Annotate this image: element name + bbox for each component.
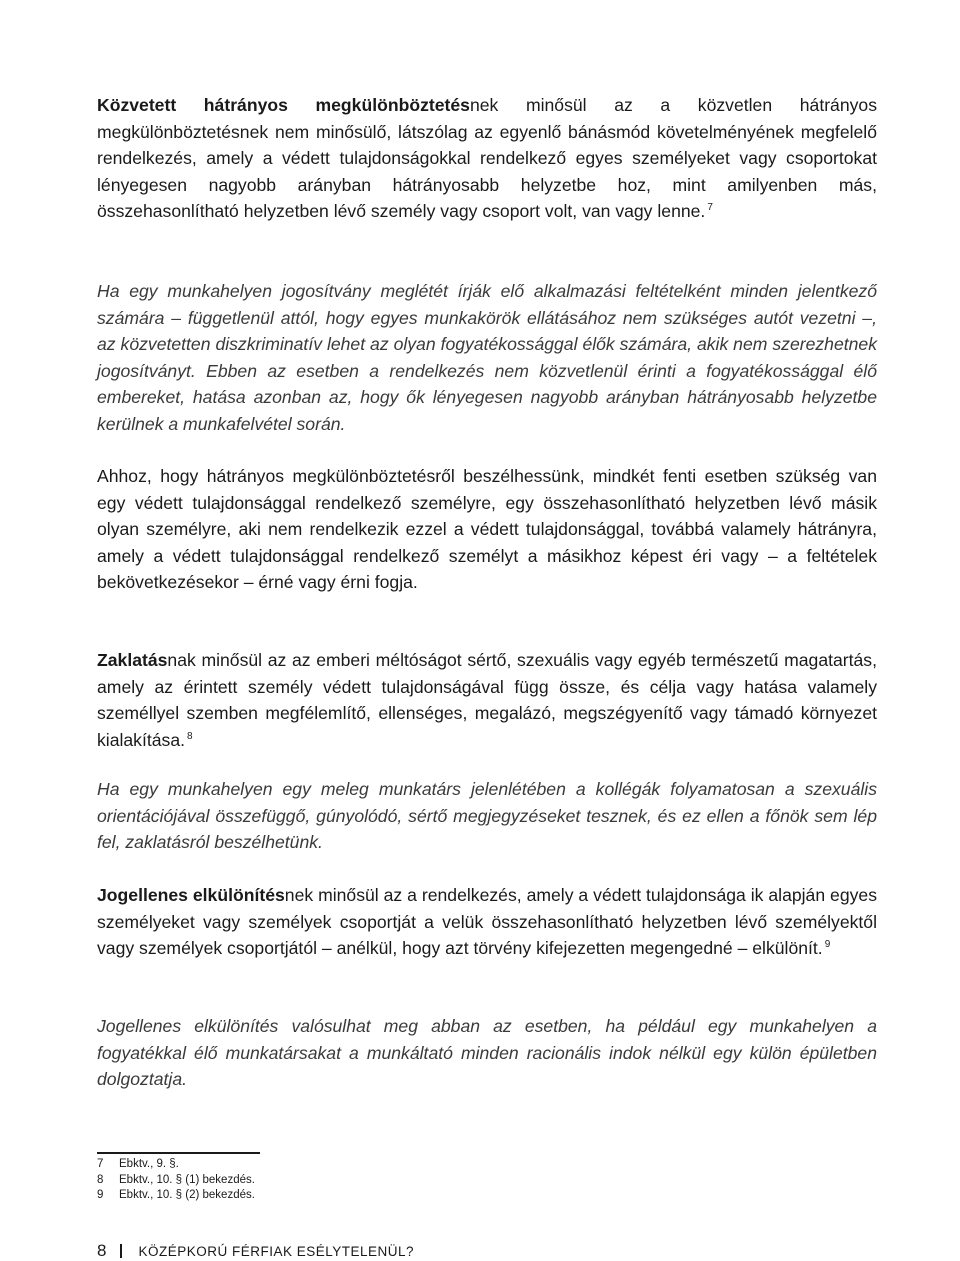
footnote-ref[interactable]: 7 — [707, 202, 713, 213]
page-footer — [97, 1241, 414, 1261]
running-title: KÖZÉPKORÚ FÉRFIAK ESÉLYTELENÜL? — [138, 1243, 415, 1259]
term-indirect-discrimination: Közvetett hátrányos megkülönböztetés — [97, 95, 470, 115]
paragraph-body: Ahhoz, hogy hátrányos megkülönböztetésről beszélhessünk, mindkét fenti esetben szükség van egy védett tulajdonsággal rendelkező személyre, egy összehasonlítható helyzetben lévő másik olyan személyre, aki nem rendelkezik ezzel a védett tulajdonsággal, továbbá valamely hátrányra, amely a védett tulajdonsággal rendelkező személyt a másikhoz képest éri vagy – a feltételek bekövetkezésekor – érné vagy érni fogja. — [97, 466, 877, 592]
paragraph-text: nek minősül az a közvetlen hátrányos megkülönböztetésnek nem minősülő, látszólag az egyenlő bánásmód követelményének megfelelő rendelkezés, amely a védett tulajdonságokkal rendelkező egyes személyeket vagy csoportokat lényegesen nagyobb arányban hátrányosabb helyzetbe hoz, mint amilyenben más, összehasonlítható helyzetben lévő személy vagy csoport volt, van vagy lenne. — [97, 95, 878, 221]
footnote-number: 8 — [97, 1173, 104, 1186]
footnotes — [97, 1157, 255, 1204]
footnote-number: 7 — [97, 1158, 104, 1170]
paragraph-harassment — [97, 647, 877, 753]
example-paragraph: Ha egy munkahelyen jogosítvány meglétét írják elő alkalmazási feltételként minden jelentkező számára – függetlenül attól, hogy egyes munkakörök ellátásához nem szükséges autót vezetni –, az közvetetten diszkriminatív lehet az olyan fogyatékossággal élők számára, akik nem szerezhetnek jogosítványt. Ebben az esetben a rendelkezés nem közvetlenül érinti a fogyatékossággal élő embereket, hatása azonban az, hogy ők lényegesen nagyobb arányban hátrányosabb helyzetbe kerülnek a munkafelvétel során. — [97, 281, 877, 434]
footnote-text: Ebktv., 10. § (2) bekezdés. — [119, 1189, 255, 1201]
paragraph-segregation — [97, 882, 877, 962]
footnote — [97, 1188, 255, 1204]
page-number: 8 — [97, 1241, 107, 1260]
footnote-text: Ebktv., 10. § (1) bekezdés. — [119, 1173, 255, 1186]
term-harassment: Zaklatás — [97, 650, 168, 670]
example-paragraph: Ha egy munkahelyen egy meleg munkatárs jelenlétében a kollégák folyamatosan a szexuális orientációjával összefüggő, gúnyolódó, sértő megjegyzéseket tesznek, és ez ellen a főnök sem lép fel, zaklatásról beszélhetünk. — [97, 779, 877, 852]
paragraph-text: nak minősül az az emberi méltóságot sértő, szexuális vagy egyéb természetű magatartás, amely az érintett személy védett tulajdonságával függ össze, és célja vagy hatása valamely személlyel szemben megfélemlítő, ellenséges, megalázó, megszégyenítő vagy támadó környezet kialakítása. — [97, 650, 877, 750]
footnote-ref[interactable]: 9 — [824, 939, 831, 950]
paragraph-indirect-discrimination — [97, 92, 877, 225]
footnote-ref[interactable]: 8 — [187, 730, 193, 742]
footnote-divider — [97, 1152, 260, 1154]
paragraph-text: nek minősül az a rendelkezés, amely a védett tulajdonsága ik alapján egyes személyeket vagy személyek csoportját a velük összehasonlítható helyzetben lévő személyektől vagy személyek csoportjától – anélkül, hogy azt törvény kifejezetten megengedné – elkülönít. — [97, 885, 877, 958]
footnote — [97, 1157, 255, 1173]
footnote-number: 9 — [97, 1189, 104, 1201]
footer-separator — [120, 1244, 122, 1258]
footnote — [97, 1173, 255, 1189]
example-paragraph: Jogellenes elkülönítés valósulhat meg abban az esetben, ha például egy munkahelyen a fogyatékkal élő munkatársakat a munkáltató minden racionális indok nélkül egy külön épületben dolgoztatja. — [97, 1016, 877, 1089]
term-segregation: Jogellenes elkülönítés — [97, 885, 285, 905]
footnote-text: Ebktv., 9. §. — [119, 1158, 179, 1170]
